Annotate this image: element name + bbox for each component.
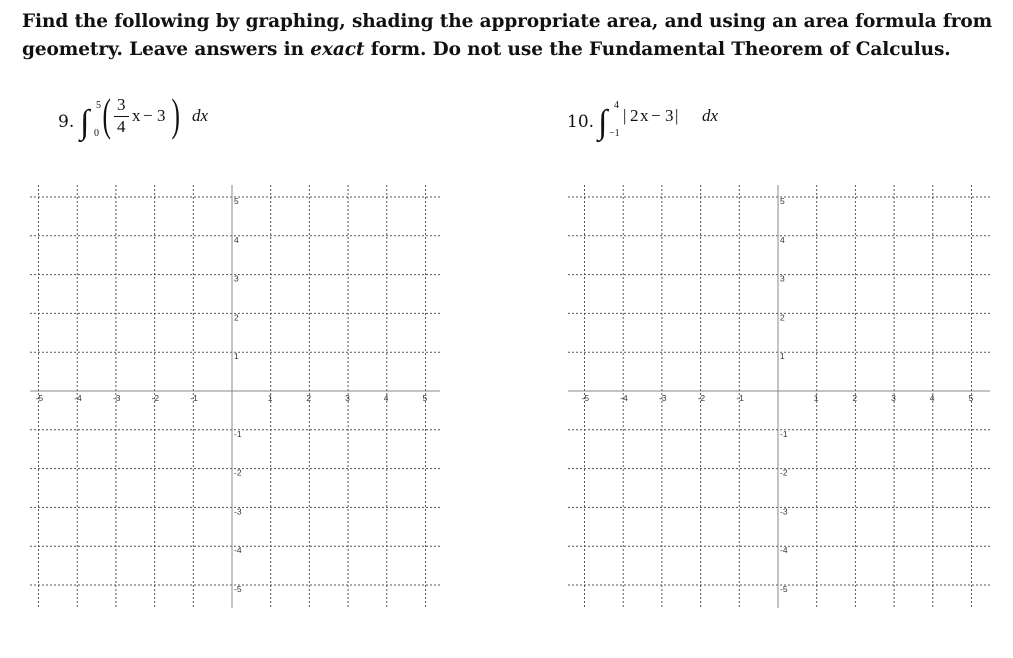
problem-10-abs-right: |	[675, 106, 679, 125]
x-tick-label: 4	[383, 393, 389, 403]
y-tick-label: 5	[234, 196, 239, 206]
x-tick-label: 4	[929, 393, 935, 403]
y-tick-label: -3	[780, 506, 788, 517]
problem-9-integral-sign: ∫	[80, 104, 90, 141]
problem-10-variable: x	[640, 106, 649, 125]
problem-10-upper-limit: 4	[614, 100, 619, 111]
x-tick-label: 1	[813, 393, 819, 403]
x-tick-label: 5	[422, 393, 428, 403]
x-tick-label: -4	[74, 393, 82, 403]
instructions-part1: Find the following by graphing, shading the appropriate area, and using an area formula from geometry. Leave answers in	[22, 11, 993, 60]
problem-10-differential: dx	[702, 106, 719, 125]
y-tick-label: 2	[234, 312, 239, 323]
y-tick-label: 3	[234, 273, 239, 284]
x-tick-label: 2	[306, 393, 312, 403]
problem-9-fraction-denominator: 4	[117, 117, 126, 136]
y-tick-label: 4	[780, 234, 785, 245]
x-tick-label: 3	[891, 393, 896, 403]
y-tick-label: 5	[780, 196, 785, 206]
x-tick-label: 5	[968, 393, 974, 403]
problem-10-abs-left: |	[623, 106, 627, 125]
y-tick-label: -3	[234, 506, 242, 517]
x-tick-label: -1	[190, 393, 198, 403]
y-tick-label: -2	[780, 467, 788, 478]
problem-9-lower-limit: 0	[94, 128, 99, 139]
x-tick-label: -3	[112, 393, 121, 403]
x-tick-label: -2	[697, 393, 706, 403]
problem-9-fraction-numerator: 3	[117, 95, 126, 114]
x-tick-label: -3	[658, 393, 667, 403]
y-tick-label: 1	[780, 351, 785, 362]
problem-10-constant: 3	[665, 106, 674, 125]
y-tick-label: 4	[234, 234, 239, 245]
problem-9-close-paren: )	[171, 89, 180, 140]
x-tick-label: -5	[35, 393, 44, 403]
x-tick-label: -2	[151, 393, 160, 403]
instructions-emphasis: exact	[310, 39, 365, 60]
problem-9-open-paren: (	[102, 89, 111, 140]
x-tick-label: -5	[581, 393, 590, 403]
x-tick-label: 1	[267, 393, 273, 403]
x-tick-label: -4	[620, 393, 628, 403]
x-tick-label: 3	[345, 393, 350, 403]
x-tick-label: -1	[736, 393, 744, 403]
problem-9-constant: 3	[157, 106, 166, 125]
instructions-part2: form. Do not use the Fundamental Theorem of Calculus.	[364, 39, 951, 60]
problem-10-minus: −	[651, 106, 661, 125]
y-tick-label: -5	[780, 584, 788, 594]
y-tick-label: -4	[780, 545, 788, 556]
x-tick-label: 2	[852, 393, 858, 403]
y-tick-label: 1	[234, 351, 239, 362]
y-tick-label: -1	[780, 428, 788, 439]
y-tick-label: 2	[780, 312, 785, 323]
y-tick-label: -1	[234, 428, 242, 439]
problem-9-differential: dx	[192, 106, 209, 125]
problem-9-variable: x	[132, 106, 141, 125]
problem-9-number: 9.	[58, 112, 75, 132]
problem-10-coefficient: 2	[630, 106, 639, 125]
y-tick-label: -4	[234, 545, 242, 556]
problem-10-lower-limit: −1	[609, 128, 620, 139]
problem-10-integral-sign: ∫	[598, 104, 608, 141]
y-tick-label: -2	[234, 467, 242, 478]
y-tick-label: -5	[234, 584, 242, 594]
problem-10-number: 10.	[567, 112, 595, 132]
problem-9-upper-limit: 5	[96, 100, 101, 111]
y-tick-label: 3	[780, 273, 785, 284]
problem-9-minus: −	[143, 106, 153, 125]
